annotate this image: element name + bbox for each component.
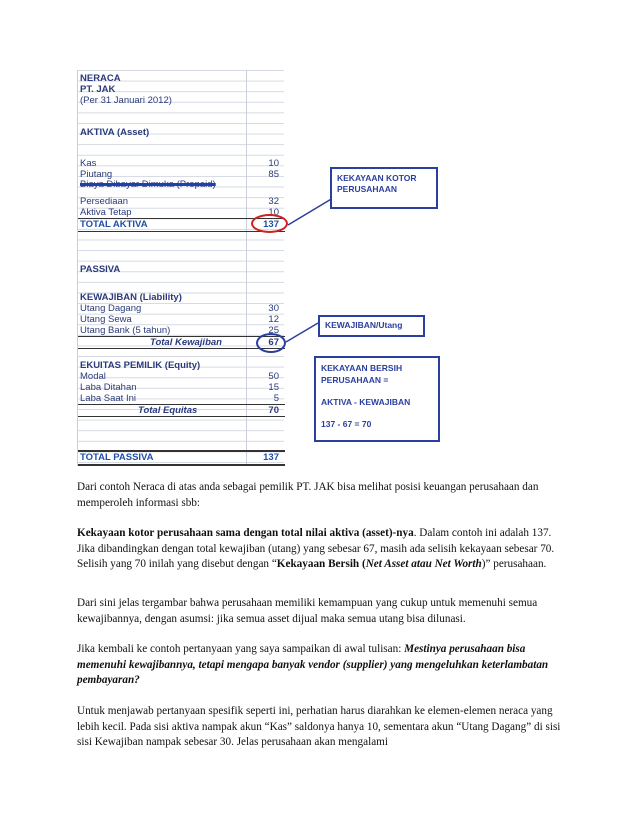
- callout-kewajiban: [318, 315, 425, 337]
- ekuitas-row: [78, 393, 285, 404]
- callout-kekayaan-kotor: [330, 167, 438, 209]
- bold-text: Kekayaan kotor perusahaan sama dengan total nilai aktiva (asset)-nya: [77, 527, 414, 539]
- plain-text: . Dalam contoh ini adalah 137. Jika dibandingkan dengan total kewajiban (utang) yang sebesar 67, masih ada selisih kekayaan sebesar 70. Selisih yang 70 inilah yang disebut dengan “: [77, 527, 555, 571]
- divider: [78, 464, 285, 466]
- plain-text: Jika kembali ke contoh pertanyaan yang saya sampaikan di awal tulisan:: [77, 643, 405, 655]
- kewajiban-row: [78, 314, 285, 325]
- callout-line: 137 - 67 = 70: [321, 419, 372, 429]
- aktiva-label: Persediaan: [80, 196, 129, 207]
- aktiva-value: 32: [268, 196, 279, 207]
- aktiva-row: [78, 158, 285, 169]
- aktiva-value: 10: [268, 207, 279, 218]
- kewajiban-label: Utang Sewa: [80, 314, 132, 325]
- divider: [78, 348, 285, 349]
- total-aktiva-value: 137: [263, 219, 279, 230]
- paragraph-text: Untuk menjawab pertanyaan spesifik seperti ini, perhatian harus diarahkan ke elemen-elemen neraca yang lebih kecil. Pada sisi aktiva nampak akun “Kas” saldonya hanya 10, sementara akun “Utang Dagang” di sisi sisi Kewajiban nampak sebesar 30. Jelas perusahaan akan mengalami: [77, 705, 561, 749]
- kewajiban-value: 25: [268, 325, 279, 336]
- aktiva-value: 10: [268, 158, 279, 169]
- callout-line: KEKAYAAN BERSIH: [321, 363, 403, 373]
- ekuitas-label: Laba Saat Ini: [80, 393, 136, 404]
- arrow-kotor: [288, 198, 333, 225]
- paragraph-text: Dari contoh Neraca di atas anda sebagai pemilik PT. JAK bisa melihat posisi keuangan perusahaan dan memperoleh informasi sbb:: [77, 481, 539, 509]
- kewajiban-header: KEWAJIBAN (Liability): [80, 292, 182, 303]
- total-passiva-row: [78, 452, 285, 463]
- sheet-date: (Per 31 Januari 2012): [80, 95, 172, 106]
- total-passiva-label: TOTAL PASSIVA: [80, 452, 154, 463]
- sheet-date-row: [78, 95, 285, 106]
- ekuitas-label: Laba Ditahan: [80, 382, 137, 393]
- kewajiban-value: 30: [268, 303, 279, 314]
- paragraph-text: Dari sini jelas tergambar bahwa perusahaan memiliki kemampuan yang cukup untuk memenuhi semua kewajibannya, dengan asumsi: jika semua asset dijual maka semua utang bisa dilunasi.: [77, 597, 538, 625]
- total-kewajiban-row: [78, 337, 285, 348]
- sheet-title-row: [78, 73, 285, 84]
- plain-text: )” perusahaan.: [481, 558, 547, 571]
- aktiva-row-struck: [78, 179, 285, 190]
- callout-line: KEWAJIBAN/Utang: [325, 320, 403, 330]
- ekuitas-value: 50: [268, 371, 279, 382]
- bold-italic-text: Mestinya perusahaan bisa memenuhi kewajibannya, tetapi mengapa banyak vendor (supplier) yang mengeluhkan keterlambatan pembayaran?: [77, 643, 549, 687]
- ekuitas-header-row: [78, 360, 285, 371]
- aktiva-label: Aktiva Tetap: [80, 207, 132, 218]
- bold-text: Kekayaan Bersih: [276, 558, 360, 571]
- ekuitas-header: EKUITAS PEMILIK (Equity): [80, 360, 201, 371]
- divider: [78, 231, 285, 232]
- bold-italic-text: Net Asset atau Net Worth: [365, 558, 482, 571]
- aktiva-row: [78, 196, 285, 207]
- callout-line: PERUSAHAAN =: [321, 375, 389, 385]
- ekuitas-value: 15: [268, 382, 279, 393]
- balance-sheet-image: [77, 70, 284, 466]
- arrow-kewajiban: [286, 323, 318, 342]
- callout-line: AKTIVA - KEWAJIBAN: [321, 397, 411, 407]
- paragraph-text: [77, 642, 567, 689]
- aktiva-value: 85: [268, 169, 279, 180]
- kewajiban-value: 12: [268, 314, 279, 325]
- ekuitas-value: 5: [273, 393, 279, 404]
- total-passiva-value: 137: [263, 452, 279, 463]
- ekuitas-row: [78, 382, 285, 393]
- ekuitas-row: [78, 371, 285, 382]
- aktiva-header-row: [78, 127, 285, 138]
- paragraph-text: [77, 526, 567, 573]
- aktiva-label: Piutang: [80, 169, 113, 180]
- kewajiban-label: Utang Dagang: [80, 303, 142, 314]
- paragraph-kemampuan: [77, 596, 567, 627]
- total-kewajiban-label: Total Kewajiban: [150, 337, 222, 348]
- total-aktiva-label: TOTAL AKTIVA: [80, 219, 148, 230]
- passiva-header-row: [78, 264, 285, 275]
- callout-kekayaan-bersih: [314, 356, 440, 442]
- sheet-company-row: [78, 84, 285, 95]
- kewajiban-row: [78, 325, 285, 336]
- ekuitas-label: Modal: [80, 371, 106, 382]
- aktiva-label: Kas: [80, 158, 97, 169]
- callout-line: PERUSAHAAN: [337, 184, 397, 194]
- total-equitas-row: [78, 405, 285, 416]
- divider: [78, 416, 285, 417]
- callout-line: KEKAYAAN KOTOR: [337, 173, 417, 183]
- total-equitas-label: Total Equitas: [138, 405, 198, 416]
- total-kewajiban-circle: [256, 333, 286, 353]
- total-aktiva-circle: [251, 214, 288, 233]
- paragraph-pertanyaan: [77, 642, 567, 689]
- kewajiban-row: [78, 303, 285, 314]
- sheet-title: NERACA: [80, 73, 121, 84]
- aktiva-label: Biaya Dibayar Dimuka (Prepaid): [80, 179, 216, 190]
- paragraph-kekayaan: [77, 526, 567, 573]
- bold-text: (: [359, 558, 366, 571]
- aktiva-header: AKTIVA (Asset): [80, 127, 150, 138]
- kewajiban-header-row: [78, 292, 285, 303]
- kewajiban-label: Utang Bank (5 tahun): [80, 325, 171, 336]
- total-kewajiban-value: 67: [268, 337, 279, 348]
- passiva-header: PASSIVA: [80, 264, 121, 275]
- paragraph-jawaban: [77, 704, 567, 751]
- total-equitas-value: 70: [268, 405, 279, 416]
- sheet-company: PT. JAK: [80, 84, 116, 95]
- aktiva-row: [78, 207, 285, 218]
- paragraph-intro: [77, 480, 567, 511]
